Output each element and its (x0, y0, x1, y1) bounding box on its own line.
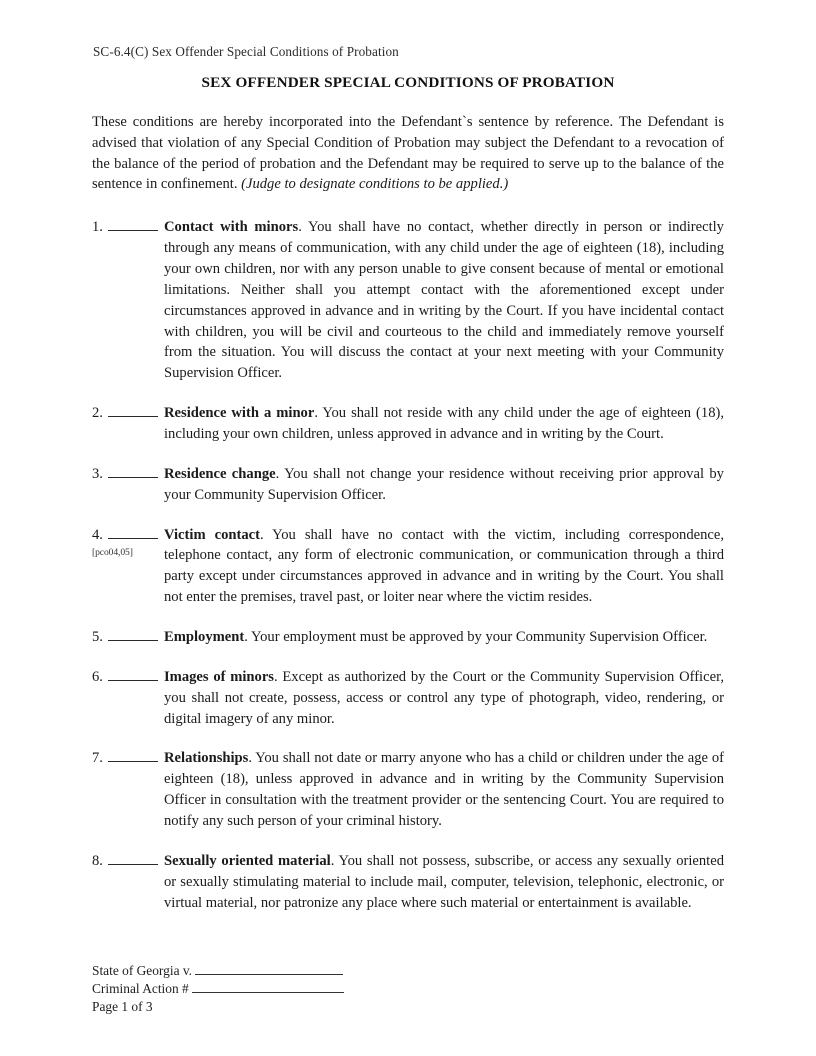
condition-body (164, 851, 724, 914)
intro-main-text: These conditions are hereby incorporated into the Defendant`s sentence by reference. The Defendant is advised that violation of any Special Condition of Probation may subject the Defendant to a revocation of the balance of the period of probation and the Defendant may be required to serve up to the balance of the sentence in confinement. (92, 113, 724, 193)
judge-designation-note: (Judge to designate conditions to be applied.) (241, 176, 509, 193)
conditions-list (92, 217, 724, 913)
condition-marker (92, 525, 212, 559)
condition-text: . Your employment must be approved by your Community Supervision Officer. (244, 629, 708, 646)
condition-body (164, 217, 724, 384)
condition-marker (92, 627, 212, 648)
page-footer (92, 962, 552, 1016)
condition-body (164, 667, 724, 730)
condition-title: Relationships (164, 750, 249, 767)
condition-number: 3. (92, 465, 103, 482)
condition-marker (92, 667, 212, 688)
condition-text: . You shall have no contact, whether directly in person or indirectly through any means of communication, with any child under the age of eighteen (18), including your own children, nor with any person unable to give consent because of mental or emotional limitations. Neither shall you attempt contact with the aforementioned except under circumstances approved in advance and in writing by the Court. If you have incidental contact with children, you will be civil and courteous to the child and immediately remove yourself from the situation. You will discuss the contact at your next meeting with your Community Supervision Officer. (164, 219, 724, 382)
condition-item (92, 851, 724, 914)
condition-text: . Except as authorized by the Court or the Community Supervision Officer, you shall not create, possess, access or control any type of photograph, video, rendering, or digital imagery of any minor. (164, 668, 724, 727)
criminal-action-label: Criminal Action # (92, 980, 189, 996)
condition-number: 7. (92, 750, 103, 767)
criminal-action-blank[interactable] (192, 980, 344, 993)
condition-item (92, 403, 724, 445)
condition-body (164, 525, 724, 608)
condition-text: . You shall have no contact with the victim, including correspondence, telephone contact, any form of electronic communication, or communication through a third party except under circumstances approved in advance and in writing by the Court. You shall not enter the premises, travel past, or loiter near where the victim resides. (164, 526, 724, 606)
condition-item (92, 525, 724, 608)
condition-item (92, 464, 724, 506)
condition-title: Contact with minors (164, 219, 299, 236)
criminal-action-row (92, 980, 552, 998)
condition-checkline[interactable] (108, 667, 158, 681)
condition-text: . You shall not possess, subscribe, or access any sexually oriented or sexually stimulating material to include mail, computer, television, telephonic, electronic, or virtual material, nor patronize any place where such material or entertainment is available. (164, 852, 725, 911)
condition-item (92, 627, 724, 648)
condition-body (164, 627, 724, 648)
condition-reference-tag: [pco04,05] (92, 547, 133, 559)
condition-marker (92, 851, 212, 872)
condition-title: Employment (164, 629, 245, 646)
condition-text: . You shall not change your residence without receiving prior approval by your Community Supervision Officer. (164, 465, 724, 503)
page-content (92, 44, 724, 913)
condition-number: 4. (92, 526, 103, 543)
condition-title: Victim contact (164, 526, 261, 543)
condition-number: 5. (92, 629, 103, 646)
condition-checkline[interactable] (108, 403, 158, 417)
condition-checkline[interactable] (108, 217, 158, 231)
condition-title: Images of minors (164, 668, 274, 685)
condition-marker (92, 748, 212, 769)
condition-number: 2. (92, 405, 103, 422)
condition-marker (92, 217, 212, 238)
condition-number: 1. (92, 219, 103, 236)
condition-marker (92, 464, 212, 485)
intro-paragraph (92, 112, 724, 195)
case-caption-blank[interactable] (195, 962, 343, 975)
condition-text: . You shall not reside with any child under the age of eighteen (18), including your own children, unless approved in advance and in writing by the Court. (164, 405, 724, 443)
case-caption-label: State of Georgia v. (92, 962, 193, 978)
condition-text: . You shall not date or marry anyone who has a child or children under the age of eighteen (18), unless approved in advance and in writing by the Community Supervision Officer in consultation with the treatment provider or the sentencing Court. You are required to notify any such person of your criminal history. (164, 750, 724, 830)
condition-checkline[interactable] (108, 525, 158, 539)
condition-body (164, 748, 724, 831)
page-number: Page 1 of 3 (92, 999, 153, 1015)
condition-title: Residence with a minor (164, 405, 315, 422)
condition-item (92, 667, 724, 730)
condition-number: 8. (92, 852, 103, 869)
condition-checkline[interactable] (108, 627, 158, 641)
condition-title: Sexually oriented material (164, 852, 331, 869)
condition-body (164, 464, 724, 506)
condition-item (92, 748, 724, 831)
case-caption-row (92, 962, 552, 980)
condition-checkline[interactable] (108, 851, 158, 865)
form-code-header: SC-6.4(C) Sex Offender Special Conditions of Probation (93, 44, 399, 59)
condition-title: Residence change (164, 465, 276, 482)
condition-number: 6. (92, 668, 103, 685)
condition-item (92, 217, 724, 384)
condition-checkline[interactable] (108, 748, 158, 762)
condition-body (164, 403, 724, 445)
page-title: SEX OFFENDER SPECIAL CONDITIONS OF PROBATION (201, 73, 615, 91)
condition-marker (92, 403, 212, 424)
condition-checkline[interactable] (108, 464, 158, 478)
